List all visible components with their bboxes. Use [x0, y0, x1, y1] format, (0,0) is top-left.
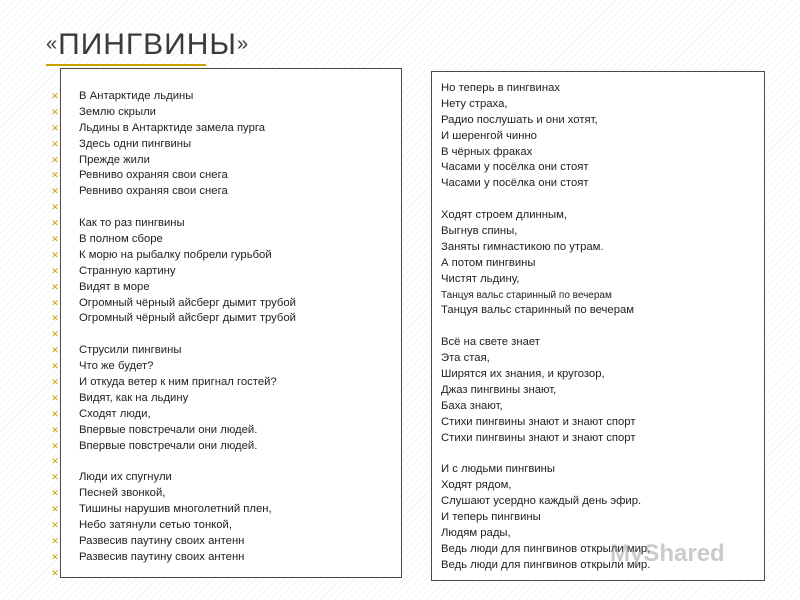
left-verse-text: Тишины нарушив многолетний плен, [79, 503, 272, 516]
left-verse-line [49, 534, 399, 550]
left-verse-text: Развесив паутину своих антенн [79, 534, 245, 547]
bullet-icon: ✕ [51, 202, 59, 213]
title-open-quote: « [46, 33, 59, 55]
bullet-icon: ✕ [51, 440, 59, 451]
left-verse-text: Песней звонкой, [79, 487, 166, 500]
right-verse-line [441, 192, 761, 208]
title-underline [46, 64, 206, 66]
left-verse-line [49, 280, 399, 296]
right-verse-line: Джаз пингвины знают, [441, 383, 557, 396]
bullet-icon: ✕ [51, 265, 59, 276]
left-verse-line [49, 518, 399, 534]
right-verse-line: В чёрных фраках [441, 145, 533, 158]
left-verse-text: Землю скрыли [79, 105, 156, 118]
right-verse-line: И теперь пингвины [441, 511, 541, 524]
bullet-icon: ✕ [51, 154, 59, 165]
right-text-panel [431, 71, 765, 581]
left-verse-line [49, 232, 399, 248]
left-verse-line [49, 105, 399, 121]
bullet-icon: ✕ [51, 329, 59, 340]
bullet-icon: ✕ [51, 138, 59, 149]
right-verse-line: Ширятся их знания, и кругозор, [441, 368, 605, 381]
left-verse-text: Прежде жили [79, 153, 150, 166]
left-verse-line [49, 502, 399, 518]
title-close-quote: » [236, 33, 250, 55]
right-verse-line: Ведь люди для пингвинов открыли мир, [441, 542, 651, 555]
left-verse-text: Видят, как на льдину [79, 391, 189, 404]
right-verse-line: Выгнув спины, [441, 225, 518, 238]
bullet-icon: ✕ [51, 106, 59, 117]
right-verse-line: Стихи пингвины знают и знают спорт [441, 415, 636, 428]
left-verse-line [49, 153, 399, 169]
right-verse-line: И шеренгой чинно [441, 129, 537, 142]
left-verse-text: Струсили пингвины [79, 344, 182, 357]
bullet-icon: ✕ [51, 488, 59, 499]
right-verse-line: Слушают усердно каждый день эфир. [441, 495, 642, 508]
left-verse-text: Как то раз пингвины [79, 217, 185, 230]
bullet-icon: ✕ [51, 567, 59, 578]
left-verse-text: Небо затянули сетью тонкой, [79, 519, 232, 532]
left-verse-text: Видят в море [79, 280, 150, 293]
left-verse-text: Развесив паутину своих антенн [79, 550, 245, 563]
right-verse-line: Всё на свете знает [441, 336, 540, 349]
left-verse-line [49, 486, 399, 502]
bullet-icon: ✕ [51, 361, 59, 372]
left-verse-line [49, 184, 399, 200]
left-verse-text: В полном сборе [79, 233, 163, 246]
left-verse-line [49, 375, 399, 391]
left-verse-line [49, 407, 399, 423]
left-verse-line [49, 391, 399, 407]
right-verse-line [441, 319, 761, 335]
bullet-icon: ✕ [51, 456, 59, 467]
watermark-logo: MyShared [610, 540, 725, 567]
bullet-icon: ✕ [51, 520, 59, 531]
left-verse-text: Впервые повстречали они людей. [79, 439, 258, 452]
right-verse-line: Ходят рядом, [441, 479, 512, 492]
left-verse-text: Льдины в Антарктиде замела пурга [79, 121, 266, 134]
title-text: ПИНГВИНЫ [58, 28, 237, 61]
bullet-icon: ✕ [51, 504, 59, 515]
bullet-icon: ✕ [51, 392, 59, 403]
bullet-icon: ✕ [51, 472, 59, 483]
left-verse-line [49, 470, 399, 486]
left-verse-text: Ревниво охраняя свои снега [79, 169, 228, 182]
left-verse-text: В Антарктиде льдины [79, 90, 194, 102]
right-verse-line: Танцуя вальс старинный по вечерам [441, 289, 612, 301]
right-verse-line: Баха знают, [441, 399, 503, 412]
right-verse-line: Нету страха, [441, 97, 508, 110]
left-verse-list [49, 89, 399, 582]
right-verse-line: А потом пингвины [441, 256, 536, 269]
left-verse-text: Странную картину [79, 264, 176, 277]
right-verse-line: Ведь люди для пингвинов открыли мир. [441, 558, 651, 571]
right-verse-line: Эта стая, [441, 352, 490, 365]
slide-title [46, 28, 249, 62]
left-verse-line [49, 200, 399, 216]
right-verse-list [441, 81, 761, 574]
left-text-panel [51, 68, 402, 578]
left-verse-line [49, 454, 399, 470]
left-verse-line [49, 296, 399, 312]
left-verse-line [49, 343, 399, 359]
left-verse-line [49, 550, 399, 566]
left-verse-line [49, 566, 399, 582]
left-verse-line [49, 216, 399, 232]
right-verse-line: Часами у посёлка они стоят [441, 161, 589, 174]
bullet-icon: ✕ [51, 91, 59, 101]
right-verse-line: Танцуя вальс старинный по вечерам [441, 304, 635, 317]
left-verse-line [49, 137, 399, 153]
bullet-icon: ✕ [51, 186, 59, 197]
bullet-icon: ✕ [51, 297, 59, 308]
right-verse-line: И с людьми пингвины [441, 463, 556, 476]
right-verse-line: Стихи пингвины знают и знают спорт [441, 431, 636, 444]
left-verse-text: К морю на рыбалку побрели гурьбой [79, 248, 272, 261]
bullet-icon: ✕ [51, 408, 59, 419]
left-verse-line [49, 423, 399, 439]
bullet-icon: ✕ [51, 345, 59, 356]
bullet-icon: ✕ [51, 313, 59, 324]
right-verse-line: Часами у посёлка они стоят [441, 177, 589, 190]
bullet-icon: ✕ [51, 170, 59, 181]
left-verse-text: Огромный чёрный айсберг дымит трубой [79, 296, 296, 309]
right-verse-line: Людям рады, [441, 526, 511, 539]
bullet-icon: ✕ [51, 551, 59, 562]
left-verse-line [49, 327, 399, 343]
bullet-icon: ✕ [51, 234, 59, 245]
bullet-icon: ✕ [51, 122, 59, 133]
bullet-icon: ✕ [51, 535, 59, 546]
left-verse-line [49, 359, 399, 375]
right-verse-line: Чистят льдину, [441, 272, 520, 285]
left-verse-text: Огромный чёрный айсберг дымит трубой [79, 312, 296, 325]
left-verse-text: Впервые повстречали они людей. [79, 423, 258, 436]
left-verse-line [49, 264, 399, 280]
left-verse-text: Здесь одни пингвины [79, 137, 192, 150]
bullet-icon: ✕ [51, 281, 59, 292]
left-verse-line [49, 89, 399, 105]
left-verse-line [49, 248, 399, 264]
right-verse-line: Но теперь в пингвинах [441, 82, 561, 94]
left-verse-line [49, 439, 399, 455]
left-verse-line [49, 121, 399, 137]
bullet-icon: ✕ [51, 377, 59, 388]
bullet-icon: ✕ [51, 218, 59, 229]
right-verse-line: Радио послушать и они хотят, [441, 113, 598, 126]
left-verse-text: Ревниво охраняя свои снега [79, 185, 228, 198]
right-verse-line: Ходят строем длинным, [441, 209, 568, 222]
left-verse-line [49, 311, 399, 327]
bullet-icon: ✕ [51, 249, 59, 260]
right-verse-line [441, 446, 761, 462]
left-verse-text: Люди их спугнули [79, 471, 172, 484]
left-verse-line [49, 168, 399, 184]
right-verse-line: Заняты гимнастикою по утрам. [441, 240, 604, 253]
bullet-icon: ✕ [51, 424, 59, 435]
left-verse-text: Что же будет? [79, 360, 154, 373]
left-verse-text: Сходят люди, [79, 407, 151, 420]
left-verse-text: И откуда ветер к ним пригнал гостей? [79, 376, 277, 389]
